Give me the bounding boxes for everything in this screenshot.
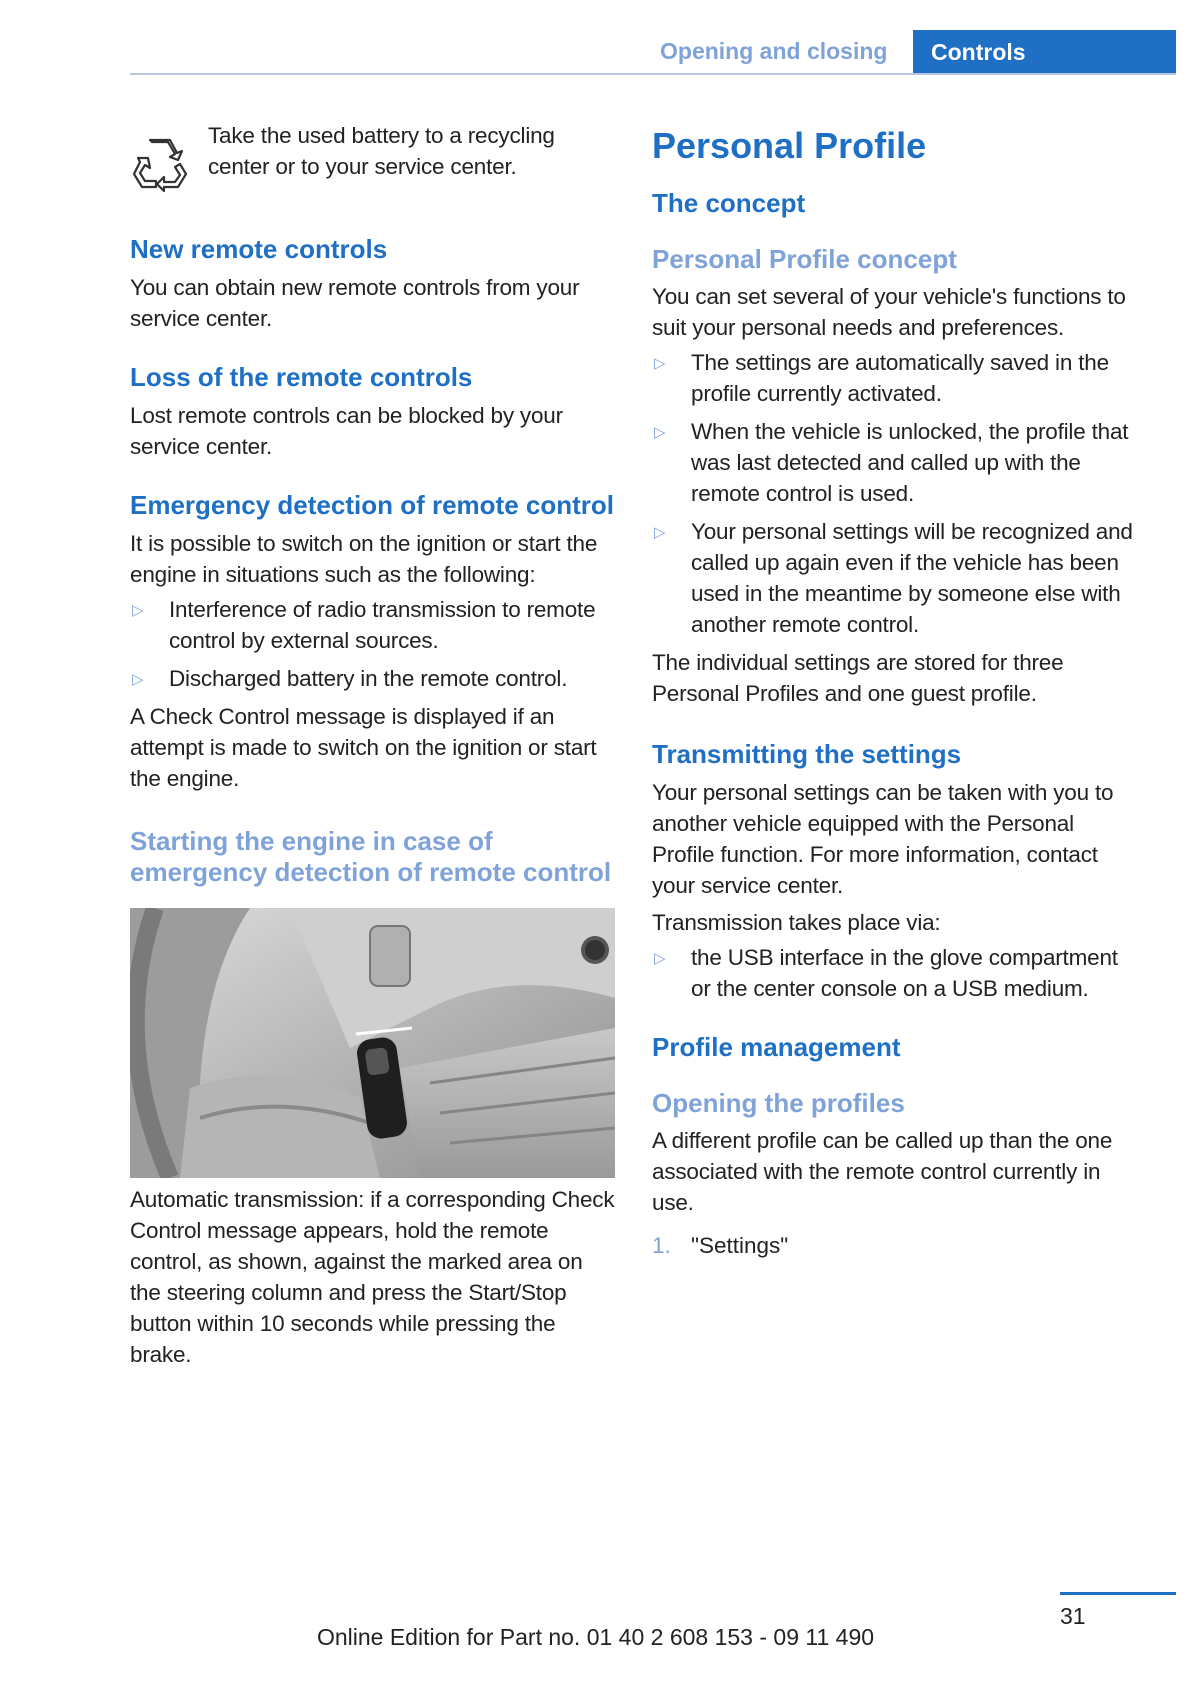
transmitting-heading: Transmitting the settings (652, 739, 962, 769)
concept-text: You can set several of your vehicle's functions to suit your personal needs and preferences. (652, 284, 1126, 340)
transmitting-text: Your personal settings can be taken with you to another vehicle equipped with the Personal Profile function. For more information, contact your service center. (652, 780, 1114, 898)
edition-footer: Online Edition for Part no. 01 40 2 608 153 - 09 11 490 (316, 1624, 875, 1650)
left-column (130, 120, 615, 1370)
loss-text: Lost remote controls can be blocked by your service center. (130, 403, 563, 459)
opening-profiles-text: A different profile can be called up than the one associated with the remote control currently in use. (652, 1128, 1113, 1215)
list-item: ▷ the USB interface in the glove compartment or the center console on a USB medium. (654, 945, 1118, 1001)
recycle-icon (130, 134, 190, 194)
loss-heading: Loss of the remote controls (130, 362, 473, 392)
concept-list (652, 347, 1137, 640)
recycle-text: Take the used battery to a recycling center or to your service center. (208, 123, 555, 179)
emergency-note: A Check Control message is displayed if an attempt is made to switch on the ignition or start the engine. (130, 704, 597, 791)
list-item: ▷ When the vehicle is unlocked, the profile that was last detected and called up with the remote control is used. (654, 419, 1129, 506)
bullet-triangle-icon: ▷ (654, 424, 666, 441)
personal-profile-title: Personal Profile (652, 125, 927, 166)
transmission-via: Transmission takes place via: (652, 910, 941, 935)
bullet-triangle-icon: ▷ (654, 524, 666, 541)
transmission-list (652, 942, 1137, 1004)
step-item: 1. "Settings" (652, 1233, 789, 1258)
stored-text: The individual settings are stored for three Personal Profiles and one guest profile. (652, 650, 1064, 706)
steering-column-illustration (130, 908, 615, 1178)
concept-heading: The concept (652, 188, 806, 218)
right-column (652, 120, 1137, 1261)
emergency-list (130, 594, 615, 694)
opening-profiles-heading: Opening the profiles (652, 1088, 905, 1118)
figure-caption: Automatic transmission: if a corresponding Check Control message appears, hold the remote control, as shown, against the marked area on the steering column and press the Start/Stop button within 10 seconds while pressing the brake. (130, 1187, 615, 1367)
steps-list (652, 1230, 1137, 1261)
emergency-intro: It is possible to switch on the ignition or start the engine in situations such as the following: (130, 531, 598, 587)
header-tab-controls: Controls (913, 30, 1176, 75)
illustration-svg (130, 908, 615, 1178)
new-remotes-heading: New remote controls (130, 234, 388, 264)
list-item: ▷ Your personal settings will be recognized and called up again even if the vehicle has been used in the meantime by someone else with another remote control. (654, 519, 1133, 637)
header-section-title: Opening and closing (660, 38, 888, 64)
list-item: ▷ The settings are automatically saved in the profile currently activated. (654, 350, 1109, 406)
profile-management-heading: Profile management (652, 1032, 901, 1062)
header-divider (130, 73, 1176, 75)
bullet-triangle-icon: ▷ (654, 950, 666, 967)
concept-subheading: Personal Profile concept (652, 244, 957, 274)
new-remotes-text: You can obtain new remote controls from your service center. (130, 275, 580, 331)
emergency-heading: Emergency detection of remote control (130, 490, 614, 520)
recycle-note (130, 120, 615, 194)
bullet-triangle-icon: ▷ (132, 671, 144, 688)
page-number: 31 (1060, 1603, 1086, 1629)
starting-engine-heading: Starting the engine in case of emergency detection of remote control (130, 826, 612, 887)
bullet-triangle-icon: ▷ (654, 355, 666, 372)
list-item: ▷ Discharged battery in the remote control. (130, 663, 615, 694)
bullet-triangle-icon: ▷ (132, 602, 144, 619)
page-number-rule (1060, 1592, 1176, 1595)
list-item: ▷ Interference of radio transmission to remote control by external sources. (132, 597, 596, 653)
